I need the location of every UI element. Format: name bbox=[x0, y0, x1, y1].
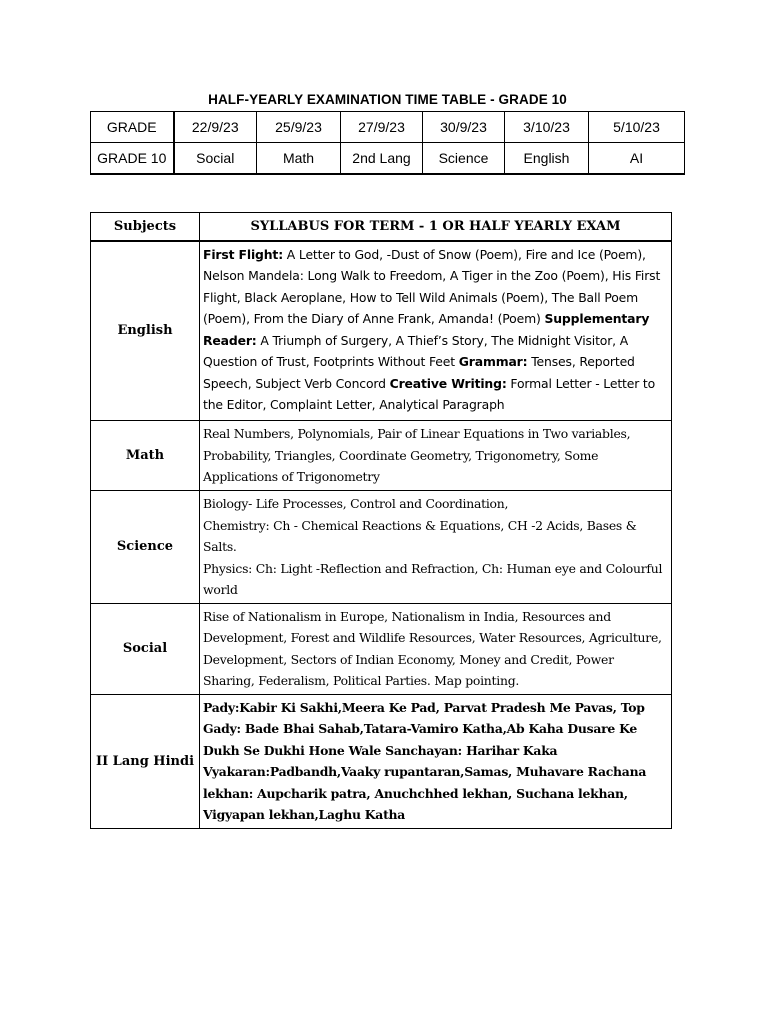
first-flight-label: First Flight: bbox=[203, 246, 284, 262]
syllabus-row-science bbox=[91, 491, 672, 604]
subject-social: Social bbox=[91, 603, 200, 694]
syllabus-row-english bbox=[91, 241, 672, 421]
syllabus-header-row bbox=[91, 213, 672, 241]
timetable-cell: AI bbox=[589, 143, 685, 174]
timetable-cell: Social bbox=[174, 143, 257, 174]
timetable-header-cell: 22/9/23 bbox=[174, 112, 257, 143]
science-syllabus bbox=[200, 491, 672, 604]
hindi-syllabus: Pady:Kabir Ki Sakhi,Meera Ke Pad, Parvat Pradesh Me Pavas, Top Gady: Bade Bhai Sahab,Tatara-Vamiro Katha,Ab Kaha Dusare Ke Dukh Se Dukhi Hone Wale Sanchayan: Harihar Kaka Vyakaran:Padbandh,Vaaky rupantaran,Samas, Muhavare Rachana lekhan: Aupcharik patra, Anuchchhed lekhan, Suchana lekhan, Vigyapan lekhan,Laghu Katha bbox=[200, 694, 672, 828]
timetable-cell: GRADE 10 bbox=[91, 143, 174, 174]
timetable-header-cell: GRADE bbox=[91, 112, 174, 143]
timetable-header-cell: 5/10/23 bbox=[589, 112, 685, 143]
timetable-header-row bbox=[91, 112, 685, 143]
subject-science: Science bbox=[91, 491, 200, 604]
math-syllabus: Real Numbers, Polynomials, Pair of Linear Equations in Two variables, Probability, Triangles, Coordinate Geometry, Trigonometry, Some Applications of Trigonometry bbox=[200, 421, 672, 491]
english-syllabus bbox=[200, 241, 672, 421]
timetable-cell: Science bbox=[423, 143, 505, 174]
subjects-header: Subjects bbox=[91, 213, 200, 241]
timetable-title: HALF-YEARLY EXAMINATION TIME TABLE - GRADE 10 bbox=[208, 92, 567, 107]
syllabus-row-math bbox=[91, 421, 672, 491]
syllabus-row-hindi bbox=[91, 694, 672, 828]
syllabus-header: SYLLABUS FOR TERM - 1 OR HALF YEARLY EXAM bbox=[200, 213, 672, 241]
creative-writing-label: Creative Writing: bbox=[389, 375, 507, 391]
science-physics: Physics: Ch: Light -Reflection and Refraction, Ch: Human eye and Colourful world bbox=[203, 560, 663, 597]
timetable-header-cell: 3/10/23 bbox=[505, 112, 589, 143]
grammar-label: Grammar: bbox=[458, 354, 528, 369]
first-flight-text: A Letter to God, -Dust of Snow (Poem), Fire and Ice (Poem), Nelson Mandela: Long Walk to Freedom, A Tiger in the Zoo (Poem), His First Flight, Black Aeroplane, How to Tell Wild Animals (Poem), The Ball Poem (Poem), From the Diary of Anne Frank, Amanda! (Poem) bbox=[203, 246, 661, 326]
subject-math: Math bbox=[91, 421, 200, 491]
timetable-cell: Math bbox=[257, 143, 341, 174]
creative-writing-text: Formal Letter - Letter to the Editor, Complaint Letter, Analytical Paragraph bbox=[203, 375, 656, 412]
syllabus-table bbox=[90, 212, 672, 829]
subject-english: English bbox=[91, 241, 200, 421]
science-chemistry: Chemistry: Ch - Chemical Reactions & Equations, CH -2 Acids, Bases & Salts. bbox=[203, 517, 637, 554]
science-biology: Biology- Life Processes, Control and Coordination, bbox=[203, 496, 509, 511]
timetable-header-cell: 27/9/23 bbox=[341, 112, 423, 143]
timetable-row bbox=[91, 143, 685, 174]
timetable bbox=[90, 111, 685, 175]
supplementary-reader-text: A Triumph of Surgery, A Thief’s Story, The Midnight Visitor, A Question of Trust, Footprints Without Feet bbox=[203, 332, 629, 369]
subject-hindi: II Lang Hindi bbox=[91, 694, 200, 828]
timetable-header-cell: 25/9/23 bbox=[257, 112, 341, 143]
social-syllabus: Rise of Nationalism in Europe, Nationalism in India, Resources and Development, Forest and Wildlife Resources, Water Resources, Agriculture, Development, Sectors of Indian Economy, Money and Credit, Power Sharing, Federalism, Political Parties. Map pointing. bbox=[200, 603, 672, 694]
supplementary-reader-label: Supplementary Reader: bbox=[203, 311, 650, 348]
timetable-cell: English bbox=[505, 143, 589, 174]
syllabus-row-social bbox=[91, 603, 672, 694]
timetable-header-cell: 30/9/23 bbox=[423, 112, 505, 143]
timetable-cell: 2nd Lang bbox=[341, 143, 423, 174]
grammar-text: Tenses, Reported Speech, Subject Verb Concord bbox=[203, 354, 635, 391]
